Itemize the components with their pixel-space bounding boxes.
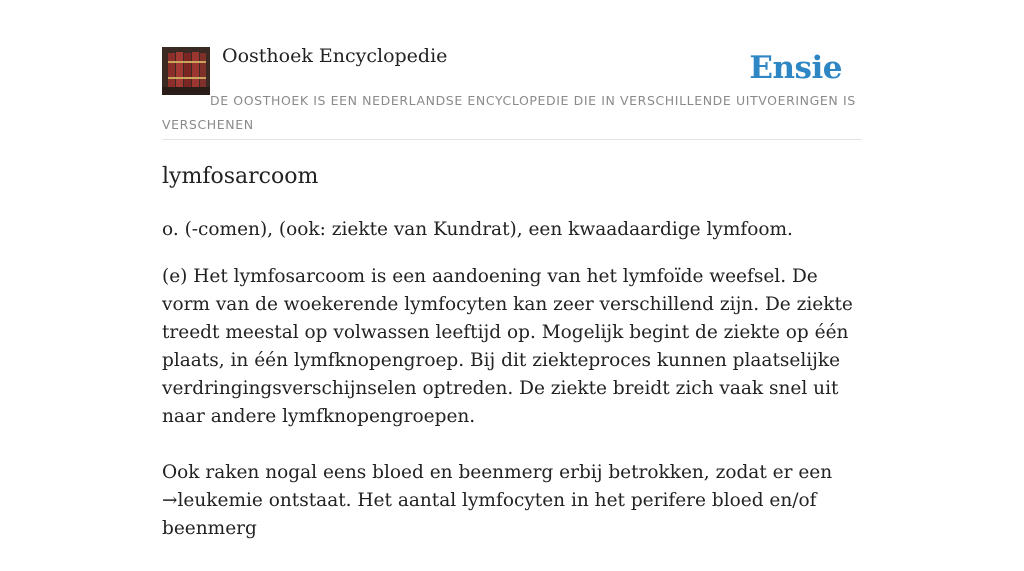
article-definition: o. (-comen), (ook: ziekte van Kundrat), een kwaadaardige lymfoom. [162, 219, 793, 240]
paragraph-text: Ook raken nogal eens bloed en beenmerg erbij betrokken, zodat er een [162, 462, 833, 483]
site-header [162, 0, 862, 140]
encyclopedia-books-icon[interactable] [162, 47, 210, 95]
tagline-text: DE OOSTHOEK IS EEN NEDERLANDSE ENCYCLOPEDIE DIE IN VERSCHILLENDE UITVOERINGEN IS VERSCHENEN [162, 93, 856, 132]
article-title: lymfosarcoom [162, 164, 319, 189]
page [162, 0, 862, 539]
site-tagline [162, 89, 862, 137]
article-paragraph [162, 459, 862, 543]
paragraph-text: ontstaat. Het aantal lymfocyten in het perifere bloed en/of beenmerg [162, 490, 817, 539]
article-body [162, 263, 862, 571]
link-arrow-icon: → [162, 490, 178, 511]
leukemie-link[interactable]: leukemie [177, 490, 263, 511]
site-name[interactable]: Oosthoek Encyclopedie [222, 45, 448, 67]
ensie-logo[interactable]: Ensie [749, 50, 842, 86]
article-paragraph: (e) Het lymfosarcoom is een aandoening van het lymfoïde weefsel. De vorm van de woekerende lymfocyten kan zeer verschillend zijn. De ziekte treedt meestal op volwassen leeftijd op. Mogelijk begint de ziekte op één plaats, in één lymfknopengroep. Bij dit ziekteproces kunnen plaatselijke verdringingsverschijnselen optreden. De ziekte breidt zich vaak snel uit naar andere lymfknopengroepen. [162, 266, 853, 427]
